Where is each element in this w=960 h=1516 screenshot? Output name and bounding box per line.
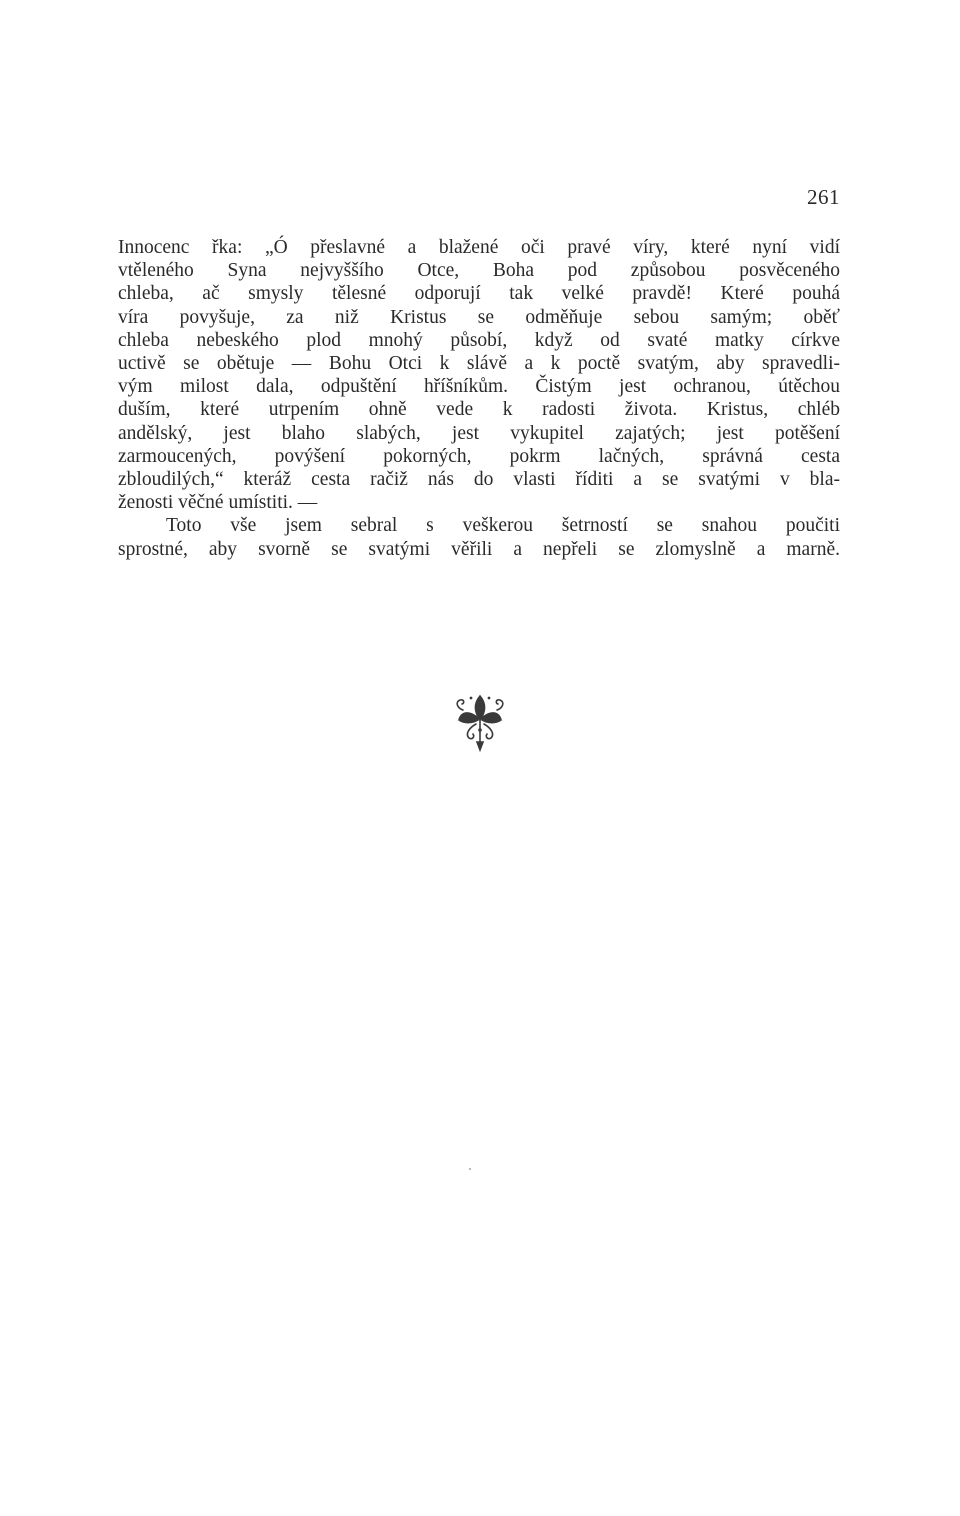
text-line: andělský, jest blaho slabých, jest vykupitel zajatých; jest potěšení [118, 422, 840, 444]
text-line: zbloudilých,“ kteráž cesta račiž nás do vlasti říditi a se svatými v bla- [118, 469, 840, 491]
text-line: zarmoucených, povýšení pokorných, pokrm lačných, správná cesta [118, 445, 840, 467]
body-text [118, 236, 840, 561]
paragraph [118, 236, 840, 514]
text-line: sprostné, aby svorně se svatými věřili a nepřeli se zlomyslně a marně. [118, 538, 840, 560]
paragraph [118, 514, 840, 560]
floral-vignette-icon [451, 690, 509, 754]
text-line: Toto vše jsem sebral s veškerou šetrností se snahou poučiti [166, 515, 840, 537]
text-line: ženosti věčné umístiti. — [118, 492, 318, 514]
text-line: chleba, ač smysly tělesné odporují tak velké pravdě! Které pouhá [118, 283, 840, 305]
text-line: víra povyšuje, za niž Kristus se odměňuje sebou samým; oběť [118, 306, 840, 328]
page-number: 261 [807, 185, 840, 209]
text-line: chleba nebeského plod mnohý působí, když od svaté matky církve [118, 329, 840, 351]
paper-speck [469, 1168, 471, 1170]
text-line: duším, které utrpením ohně vede k radosti života. Kristus, chléb [118, 399, 840, 421]
text-line: Innocenc řka: „Ó přeslavné a blažené oči pravé víry, které nyní vidí [118, 237, 840, 258]
text-line: uctivě se obětuje — Bohu Otci k slávě a k poctě svatým, aby spravedli- [118, 353, 840, 375]
text-line: vým milost dala, odpuštění hříšníkům. Čistým jest ochranou, útěchou [118, 376, 840, 398]
text-line: vtěleného Syna nejvyššího Otce, Boha pod způsobou posvěceného [118, 260, 840, 282]
